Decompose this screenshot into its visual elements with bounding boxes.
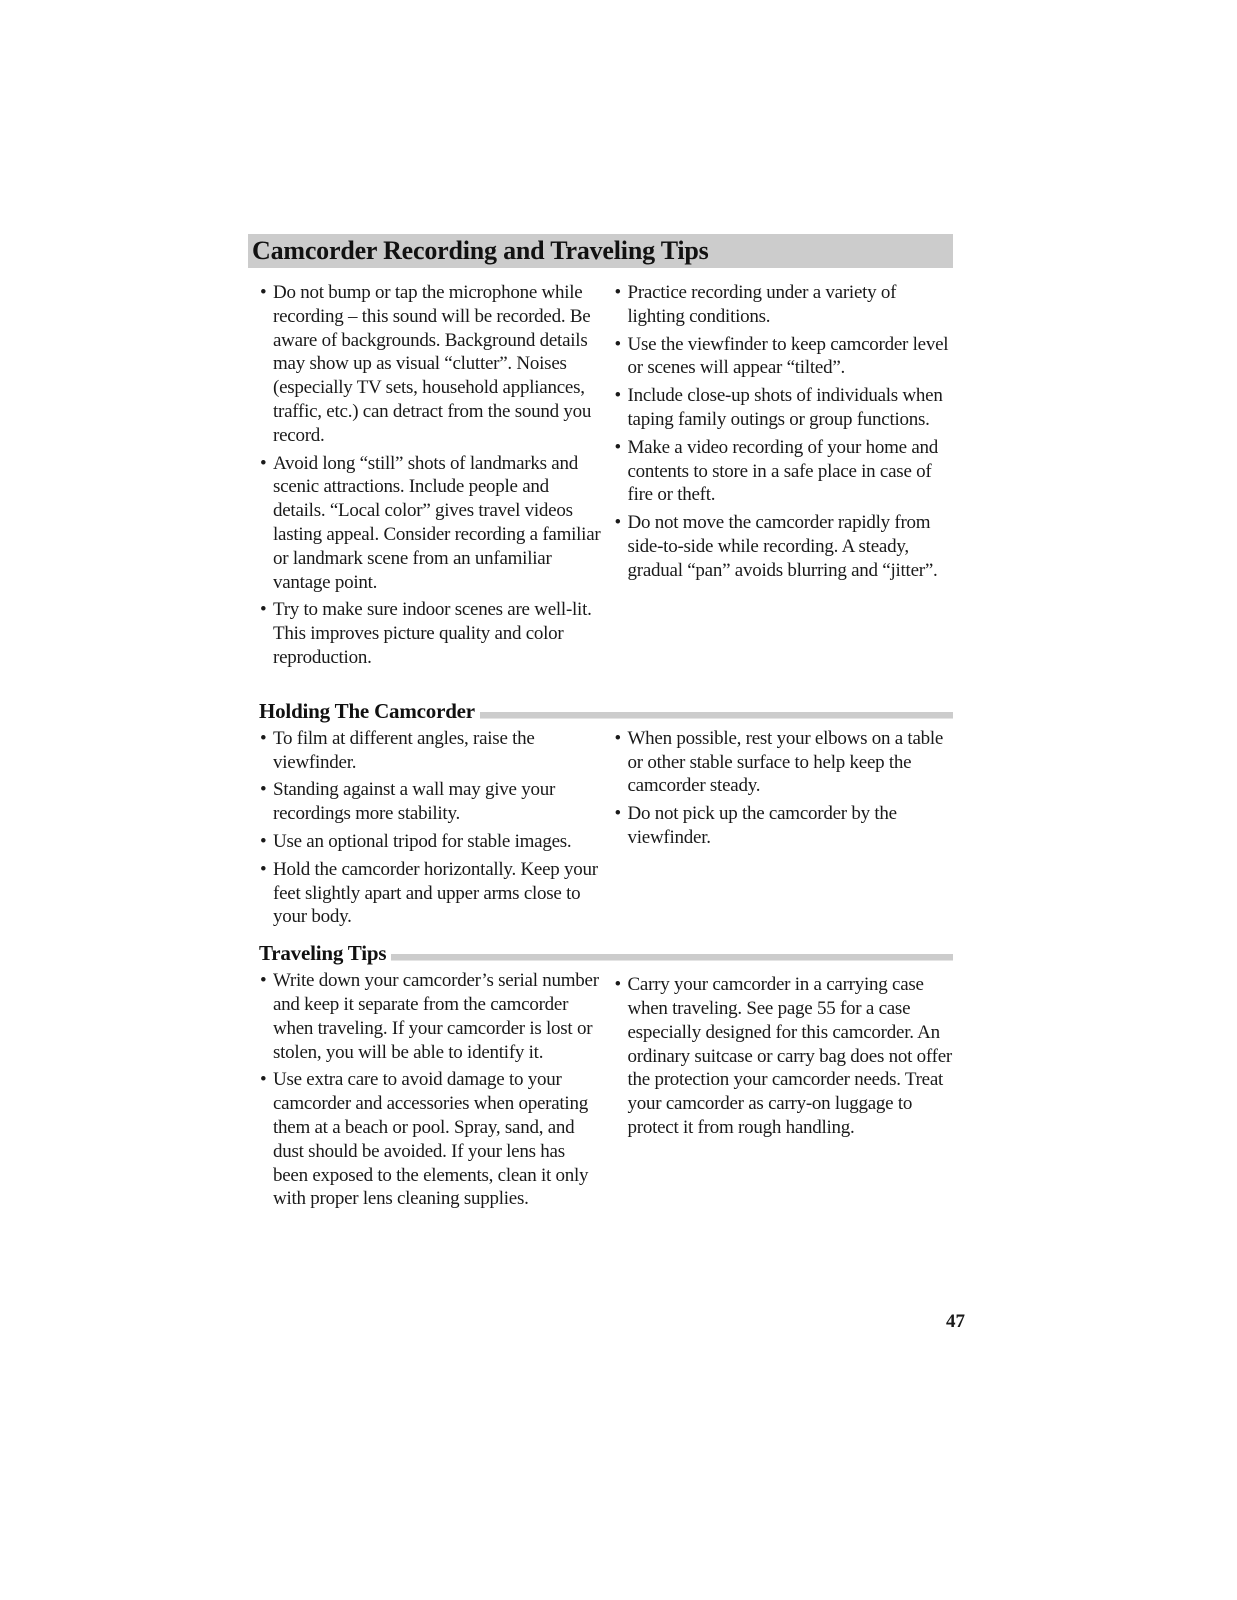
- list-item: • When possible, rest your elbows on a table or other stable surface to help keep the camcorder steady.: [614, 727, 954, 798]
- manual-page: [248, 234, 953, 1215]
- list-item: • Hold the camcorder horizontally. Keep your feet slightly apart and upper arms close to your body.: [259, 858, 604, 929]
- list-item: • Do not pick up the camcorder by the viewfinder.: [614, 802, 954, 850]
- list-item: • Write down your camcorder’s serial number and keep it separate from the camcorder when traveling. If your camcorder is lost or stolen, you will be able to identify it.: [259, 969, 604, 1064]
- traveling-right-column: [604, 969, 954, 1215]
- list-item: • Try to make sure indoor scenes are well-lit. This improves picture quality and color reproduction.: [259, 598, 604, 669]
- section-heading: Traveling Tips: [259, 941, 387, 966]
- title-bar: [248, 234, 953, 268]
- intro-left-column: [248, 281, 604, 674]
- holding-right-column: [604, 727, 954, 933]
- section-rule: [391, 954, 953, 961]
- list-item: • Make a video recording of your home and contents to store in a safe place in case of fire or theft.: [614, 436, 954, 507]
- page-title: Camcorder Recording and Traveling Tips: [252, 236, 709, 265]
- traveling-section-header: [259, 940, 953, 966]
- intro-right-column: [604, 281, 954, 674]
- holding-section: [248, 727, 953, 933]
- section-heading: Holding The Camcorder: [259, 698, 475, 723]
- page-number: 47: [946, 1311, 965, 1332]
- list-item: • Use an optional tripod for stable images.: [259, 830, 604, 854]
- holding-section-header: [259, 698, 953, 724]
- holding-left-column: [248, 727, 604, 933]
- intro-section: [248, 281, 953, 674]
- list-item: • Include close-up shots of individuals when taping family outings or group functions.: [614, 384, 954, 432]
- section-rule: [480, 712, 953, 719]
- traveling-left-column: [248, 969, 604, 1215]
- list-item: • Carry your camcorder in a carrying case when traveling. See page 55 for a case especially designed for this camcorder. An ordinary suitcase or carry bag does not offer the protection your camcorder needs. Treat your camcorder as carry-on luggage to protect it from rough handling.: [614, 973, 954, 1140]
- list-item: • Avoid long “still” shots of landmarks and scenic attractions. Include people and details. “Local color” gives travel videos lasting appeal. Consider recording a familiar or landmark scene from an unfamiliar vantage point.: [259, 452, 604, 595]
- traveling-section: [248, 969, 953, 1215]
- list-item: • Use the viewfinder to keep camcorder level or scenes will appear “tilted”.: [614, 333, 954, 381]
- list-item: • Use extra care to avoid damage to your camcorder and accessories when operating them at a beach or pool. Spray, sand, and dust should be avoided. If your lens has been exposed to the elements, clean it only with proper lens cleaning supplies.: [259, 1068, 604, 1211]
- list-item: • Do not bump or tap the microphone while recording – this sound will be recorded. Be aware of backgrounds. Background details may show up as visual “clutter”. Noises (especially TV sets, household appliances, traffic, etc.) can detract from the sound you record.: [259, 281, 604, 448]
- list-item: • Practice recording under a variety of lighting conditions.: [614, 281, 954, 329]
- list-item: • To film at different angles, raise the viewfinder.: [259, 727, 604, 775]
- list-item: • Do not move the camcorder rapidly from side-to-side while recording. A steady, gradual “pan” avoids blurring and “jitter”.: [614, 511, 954, 582]
- list-item: • Standing against a wall may give your recordings more stability.: [259, 778, 604, 826]
